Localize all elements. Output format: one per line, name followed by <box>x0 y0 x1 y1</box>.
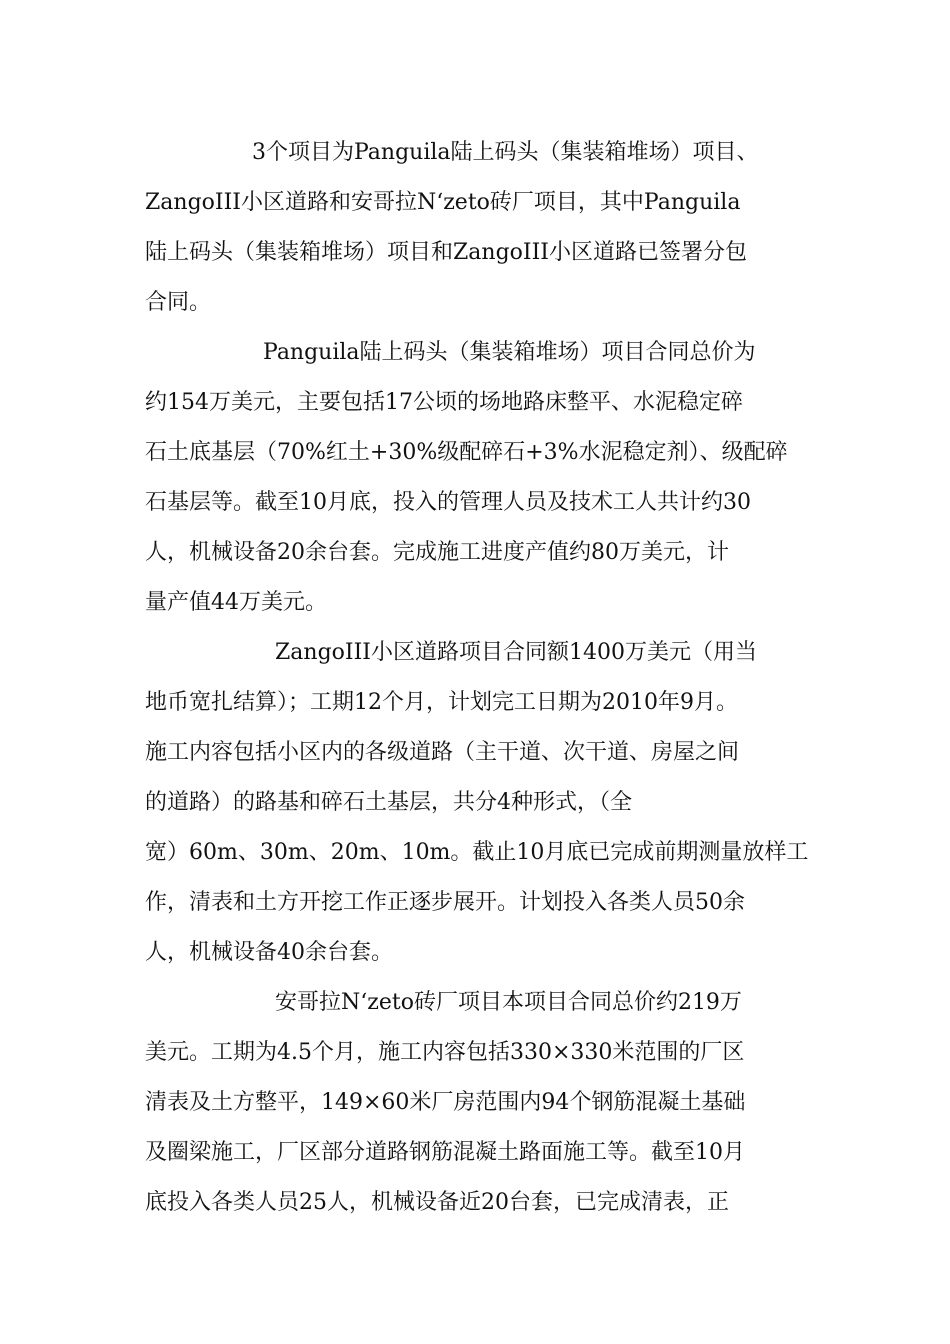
paragraph-line: 人，机械设备40余台套。 <box>145 940 393 965</box>
paragraph-nzeto-project <box>145 978 815 1228</box>
paragraph-line: 施工内容包括小区内的各级道路（主干道、次干道、房屋之间 <box>145 740 740 765</box>
paragraph-line: 宽）60m、30m、20m、10m。截止10月底已完成前期测量放样工 <box>145 840 809 865</box>
paragraph-line: 石土底基层（70%红土+30%级配碎石+3%水泥稳定剂）、级配碎 <box>145 440 788 465</box>
paragraph-line: 石基层等。截至10月底，投入的管理人员及技术工人共计约30 <box>145 490 751 515</box>
paragraph-line: ZangoIII小区道路和安哥拉N‘zeto砖厂项目，其中Panguila <box>145 190 741 215</box>
paragraph-line: 底投入各类人员25人，机械设备近20台套，已完成清表，正 <box>145 1190 729 1215</box>
paragraph-line: 的道路）的路基和碎石土基层，共分4种形式，（全 <box>145 790 632 815</box>
paragraph-line: 作，清表和土方开挖工作正逐步展开。计划投入各类人员50余 <box>145 890 745 915</box>
paragraph-panguila-project <box>145 328 815 628</box>
document-body <box>145 128 815 1228</box>
paragraph-projects-overview <box>145 128 815 328</box>
paragraph-line: 安哥拉N‘zeto砖厂项目本项目合同总价约219万 <box>275 990 742 1015</box>
paragraph-line: 人，机械设备20余台套。完成施工进度产值约80万美元，计 <box>145 540 729 565</box>
paragraph-line: 美元。工期为4.5个月，施工内容包括330×330米范围的厂区 <box>145 1040 745 1065</box>
paragraph-line: 清表及土方整平，149×60米厂房范围内94个钢筋混凝土基础 <box>145 1090 746 1115</box>
paragraph-line: 3个项目为Panguila陆上码头（集装箱堆场）项目、 <box>252 140 759 165</box>
paragraph-line: ZangoIII小区道路项目合同额1400万美元（用当 <box>275 640 757 665</box>
paragraph-line: 及圈梁施工，厂区部分道路钢筋混凝土路面施工等。截至10月 <box>145 1140 745 1165</box>
paragraph-line: Panguila陆上码头（集装箱堆场）项目合同总价为 <box>263 340 756 365</box>
paragraph-line: 约154万美元，主要包括17公顷的场地路床整平、水泥稳定碎 <box>145 390 743 415</box>
paragraph-line: 陆上码头（集装箱堆场）项目和ZangoIII小区道路已签署分包 <box>145 240 747 265</box>
paragraph-line: 量产值44万美元。 <box>145 590 327 615</box>
paragraph-zango-project <box>145 628 815 978</box>
paragraph-line: 合同。 <box>145 290 212 315</box>
paragraph-line: 地币宽扎结算）；工期12个月，计划完工日期为2010年9月。 <box>145 690 738 715</box>
